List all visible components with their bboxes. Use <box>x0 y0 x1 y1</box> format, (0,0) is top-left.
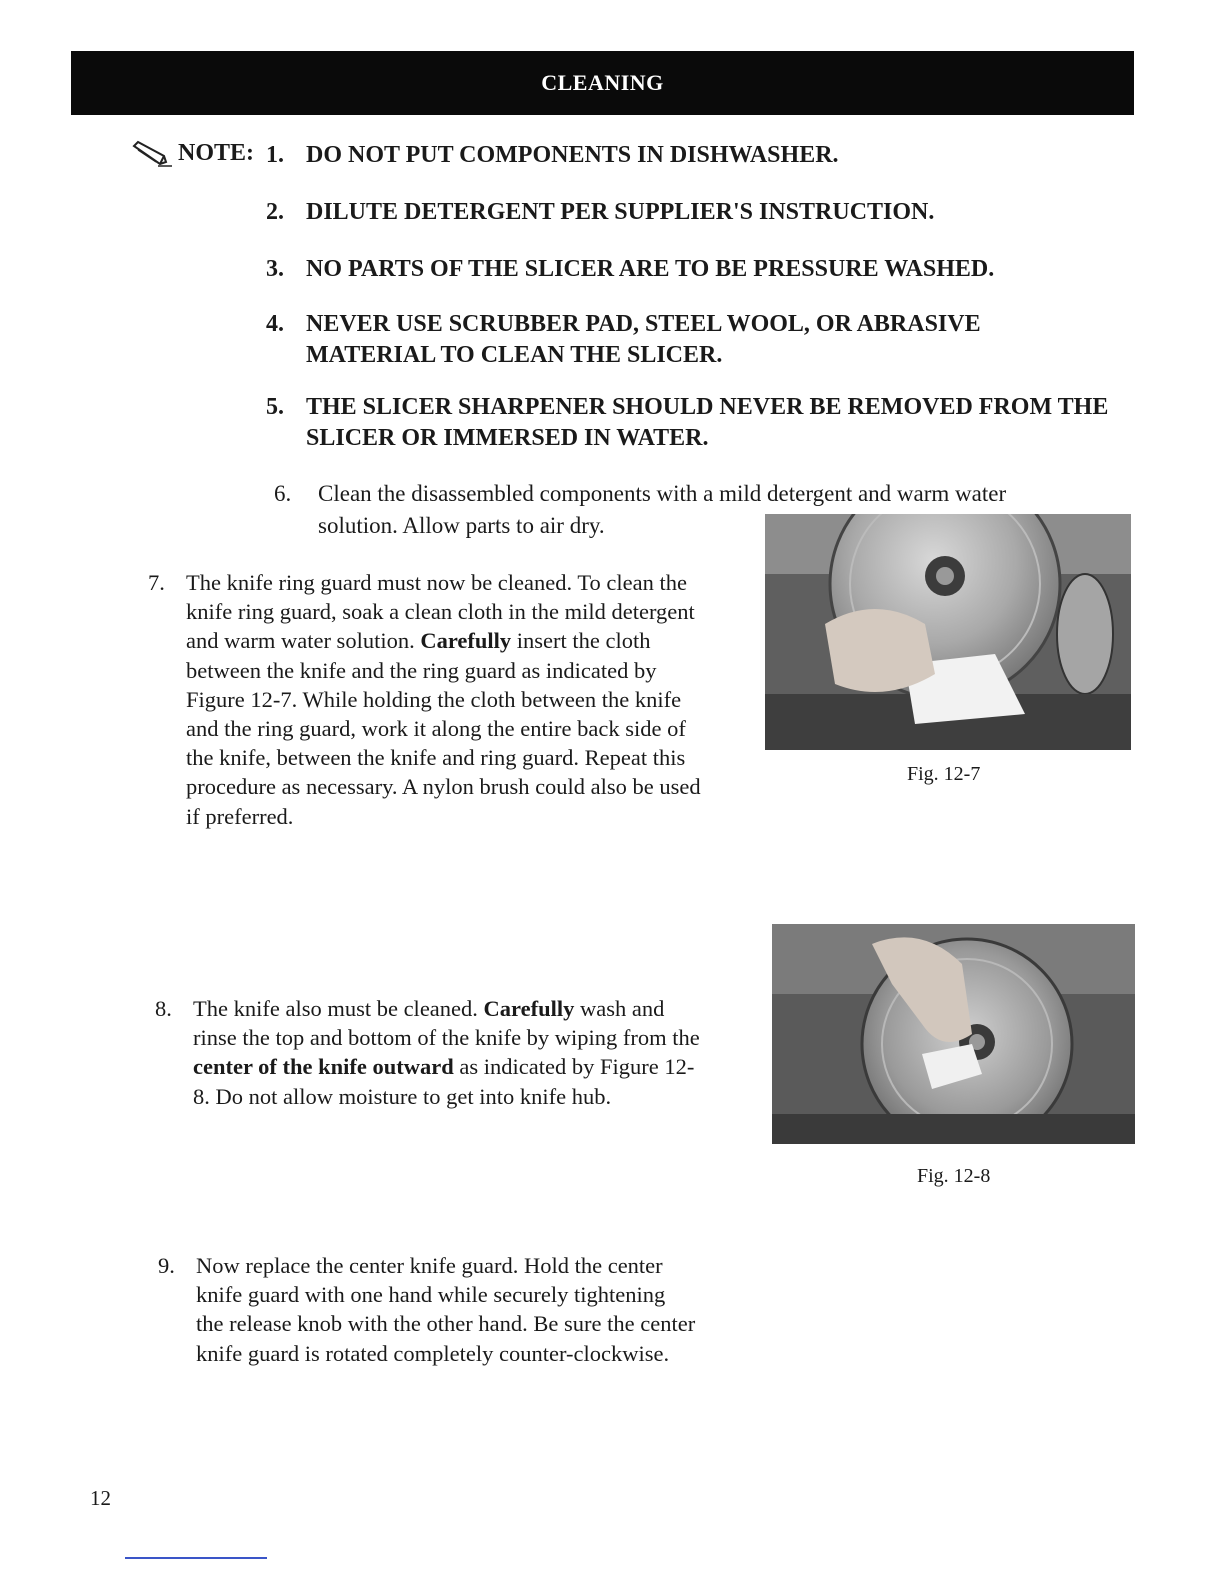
note-item-text: DILUTE DETERGENT PER SUPPLIER'S INSTRUCTION. <box>306 199 935 225</box>
step-text <box>193 994 703 1111</box>
step8-text-part1: The knife also must be cleaned. <box>193 996 484 1021</box>
step-text: Now replace the center knife guard. Hold the center knife guard with one hand while securely tightening the release knob with the other hand. Be sure the center knife guard is rotated completely counter-clockwise. <box>196 1253 696 1366</box>
pencil-note-icon <box>130 140 174 170</box>
note-item-text: DO NOT PUT COMPONENTS IN DISHWASHER. <box>306 142 839 168</box>
footer-divider <box>125 1557 267 1559</box>
step-text <box>186 568 706 831</box>
step8-text-part3: as indicated by Figure 12-8. Do not allow moisture to get into knife hub. <box>193 1054 695 1109</box>
step7-emphasis-carefully: Carefully <box>420 628 512 654</box>
figure-12-7-caption: Fig. 12-7 <box>907 763 981 785</box>
item-number: 6. <box>274 481 292 506</box>
note-item-number: 5. <box>266 394 284 420</box>
item6-line1: Clean the disassembled components with a mild detergent and warm water <box>318 481 1007 506</box>
note-item-text: THE SLICER SHARPENER SHOULD NEVER BE REMOVED FROM THE SLICER OR IMMERSED IN WATER. <box>306 394 1109 451</box>
section-header-bar <box>71 51 1134 115</box>
note-item-text: NEVER USE SCRUBBER PAD, STEEL WOOL, OR ABRASIVE MATERIAL TO CLEAN THE SLICER. <box>306 311 981 368</box>
slicer-ring-guard-photo <box>765 514 1131 750</box>
note-item-number: 2. <box>266 199 284 225</box>
item6-line2: solution. Allow parts to air dry. <box>318 513 605 538</box>
step8-text-part2: wash and rinse the top and bottom of the knife by wiping from the <box>193 996 700 1051</box>
step8-emphasis-carefully: Carefully <box>483 996 575 1021</box>
note-item-number: 4. <box>266 311 284 337</box>
section-title: CLEANING <box>541 70 664 95</box>
step-number: 7. <box>148 570 165 595</box>
note-item-number: 3. <box>266 256 284 282</box>
note-item-number: 1. <box>266 142 284 168</box>
note-item-text: NO PARTS OF THE SLICER ARE TO BE PRESSURE WASHED. <box>306 256 995 282</box>
slicer-knife-wipe-photo <box>772 924 1135 1144</box>
note-label: NOTE: <box>178 140 255 166</box>
figure-12-8-caption: Fig. 12-8 <box>917 1165 991 1187</box>
step-number: 9. <box>158 1253 175 1278</box>
page-number: 12 <box>90 1486 111 1510</box>
figure-12-7-photo <box>765 514 1131 750</box>
step7-text-part2: insert the cloth between the knife and the ring guard as indicated by Figure 12-7. While holding the cloth between the knife and the ring guard, work it along the entire back side of the knife, between the knife and ring guard. Repeat this procedure as necessary. A nylon brush could also be used if preferred. <box>186 628 701 829</box>
figure-12-8-photo <box>772 924 1135 1144</box>
step8-emphasis-center: center of the knife outward <box>193 1054 454 1080</box>
step7-text-part1: The knife ring guard must now be cleaned. To clean the knife ring guard, soak a clean cloth in the mild detergent and warm water solution. <box>186 570 695 654</box>
step-number: 8. <box>155 996 172 1021</box>
